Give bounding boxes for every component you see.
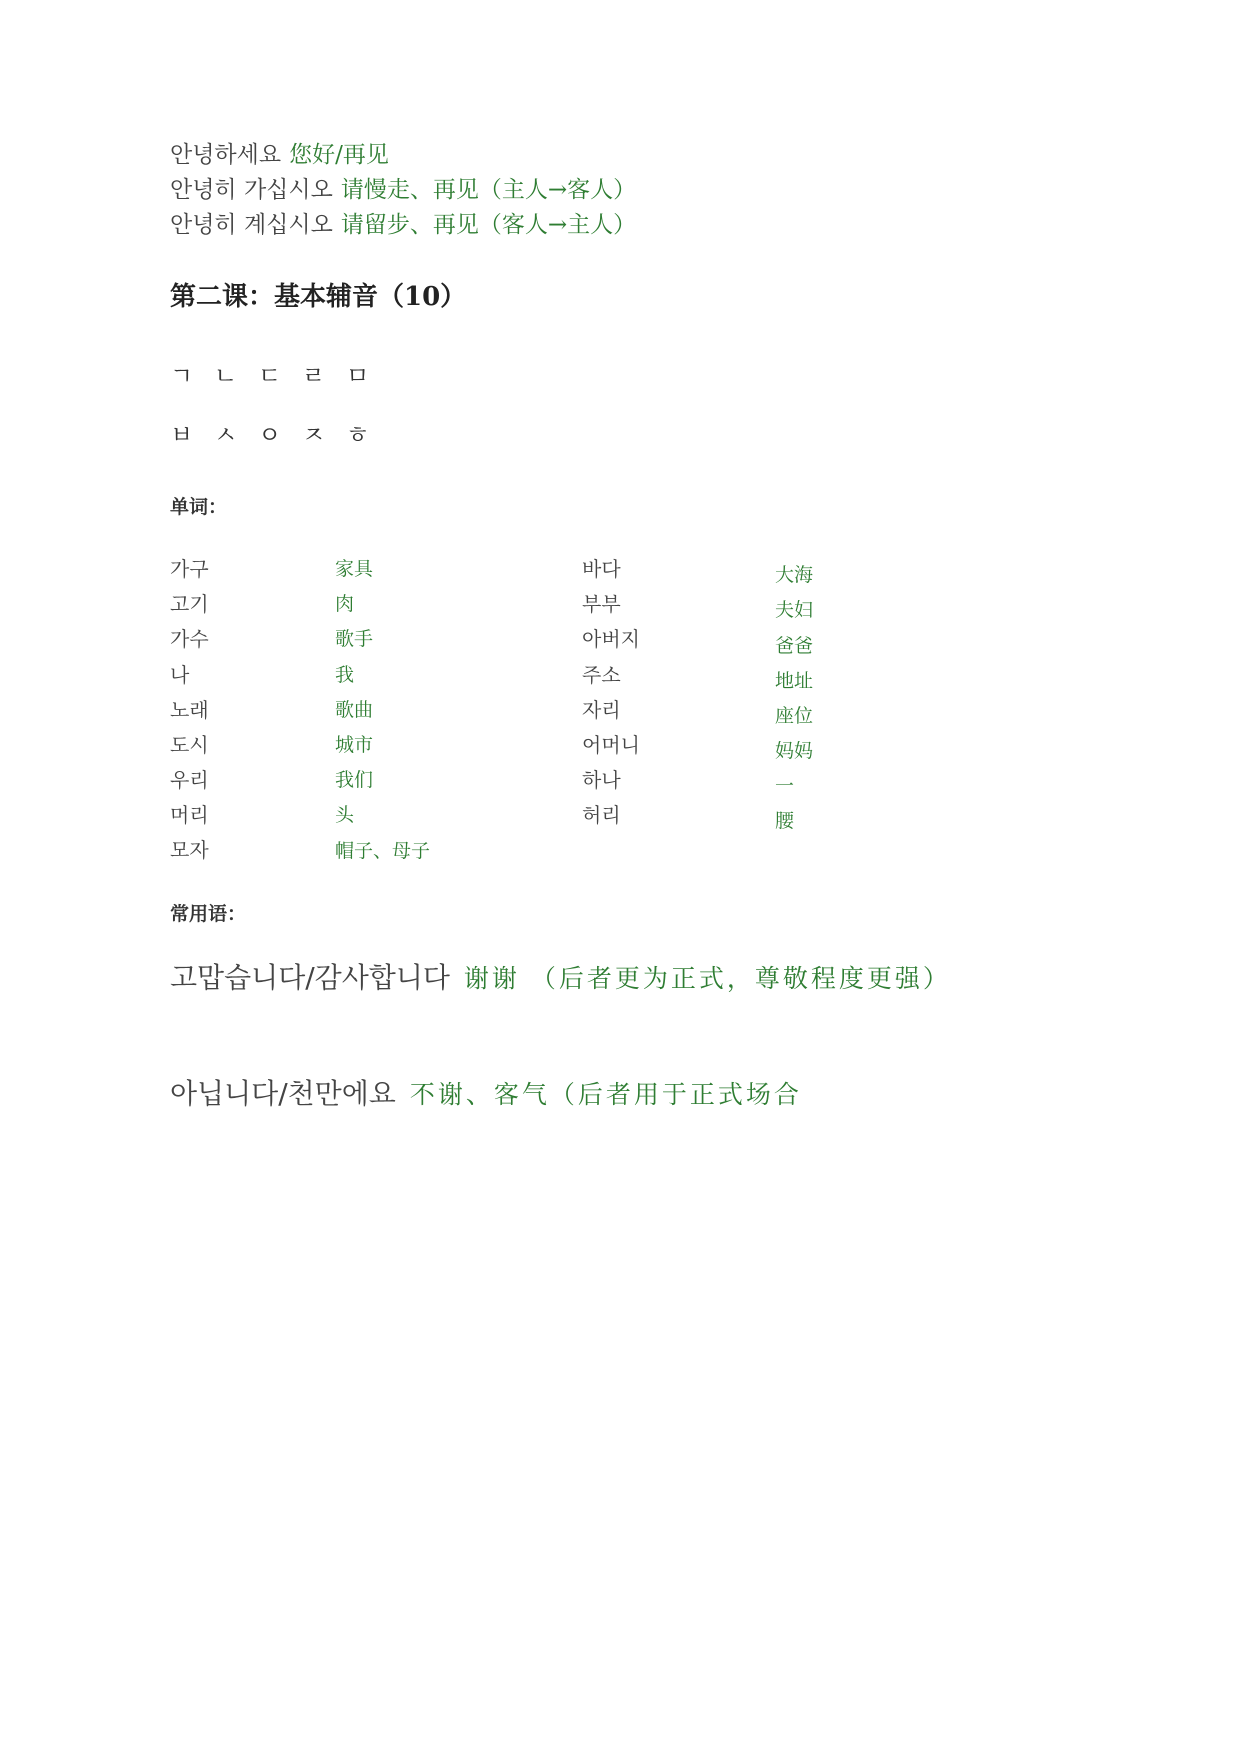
vocab-chinese: 座位 — [775, 705, 814, 727]
vocab-chinese: 大海 — [775, 564, 814, 586]
greeting-chinese: 请慢走、再见（主人→客人） — [340, 177, 637, 203]
vocab-korean: 허리 — [582, 803, 621, 827]
vocab-korean: 부부 — [582, 592, 621, 616]
phrase-chinese: 谢谢 （后者更为正式，尊敬程度更强） — [463, 964, 951, 993]
consonant: ㅅ — [214, 421, 238, 449]
vocab-chinese: 肉 — [335, 593, 355, 615]
greeting-chinese: 请留步、再见（客人→主人） — [340, 212, 637, 238]
vocab-korean: 주소 — [582, 663, 621, 687]
consonant-row-1 — [170, 356, 390, 391]
phrase-line-2 — [170, 1072, 802, 1112]
vocab-chinese: 城市 — [335, 734, 374, 756]
vocab-chinese: 头 — [335, 804, 355, 826]
vocab-korean: 아버지 — [582, 627, 640, 651]
consonant: ㄹ — [302, 362, 326, 390]
phrase-line-1 — [170, 956, 951, 996]
vocab-chinese: 帽子、母子 — [335, 840, 431, 862]
consonant: ㄱ — [170, 362, 194, 390]
phrases-label: 常用语： — [170, 903, 247, 925]
vocab-korean: 도시 — [170, 733, 209, 757]
vocab-korean: 자리 — [582, 698, 621, 722]
vocab-korean: 바다 — [582, 557, 621, 581]
vocab-korean: 나 — [170, 663, 190, 687]
greeting-line-3 — [170, 211, 636, 239]
consonant: ㄴ — [214, 362, 238, 390]
vocab-korean: 노래 — [170, 698, 209, 722]
vocab-korean: 고기 — [170, 592, 209, 616]
consonant: ㄷ — [258, 362, 282, 390]
vocab-chinese: 我 — [335, 664, 355, 686]
vocab-chinese: 我们 — [335, 769, 374, 791]
greeting-chinese: 您好/再见 — [289, 142, 389, 168]
vocab-korean: 가수 — [170, 627, 209, 651]
consonant: ㅇ — [258, 421, 282, 449]
greeting-line-2 — [170, 176, 636, 204]
phrase-chinese: 不谢、客气（后者用于正式场合 — [409, 1080, 802, 1109]
consonant: ㅎ — [346, 421, 370, 449]
vocab-chinese: 夫妇 — [775, 599, 814, 621]
phrase-korean: 고맙습니다/감사합니다 — [170, 961, 450, 994]
vocab-chinese: 腰 — [775, 810, 795, 832]
vocab-chinese: 地址 — [775, 670, 814, 692]
consonant: ㅈ — [302, 421, 326, 449]
vocab-chinese: 一 — [775, 775, 795, 797]
consonant-row-2 — [170, 415, 390, 450]
vocab-korean: 가구 — [170, 557, 209, 581]
lesson-title: 第二课：基本辅音（10） — [170, 282, 467, 312]
greeting-line-1 — [170, 141, 389, 169]
vocab-chinese: 妈妈 — [775, 740, 814, 762]
vocab-chinese: 歌手 — [335, 628, 374, 650]
vocab-label: 单词： — [170, 496, 228, 518]
vocab-korean: 우리 — [170, 768, 209, 792]
greeting-korean: 안녕히 가십시오 — [170, 177, 333, 203]
greeting-korean: 안녕하세요 — [170, 142, 282, 168]
vocab-chinese: 家具 — [335, 558, 374, 580]
vocab-korean: 모자 — [170, 838, 209, 862]
vocab-chinese: 爸爸 — [775, 635, 814, 657]
vocab-chinese: 歌曲 — [335, 699, 374, 721]
vocab-korean: 어머니 — [582, 733, 640, 757]
consonant: ㅁ — [346, 362, 370, 390]
phrase-korean: 아닙니다/천만에요 — [170, 1077, 396, 1110]
vocab-korean: 하나 — [582, 768, 621, 792]
greeting-korean: 안녕히 계십시오 — [170, 212, 333, 238]
consonant: ㅂ — [170, 421, 194, 449]
vocab-korean: 머리 — [170, 803, 209, 827]
